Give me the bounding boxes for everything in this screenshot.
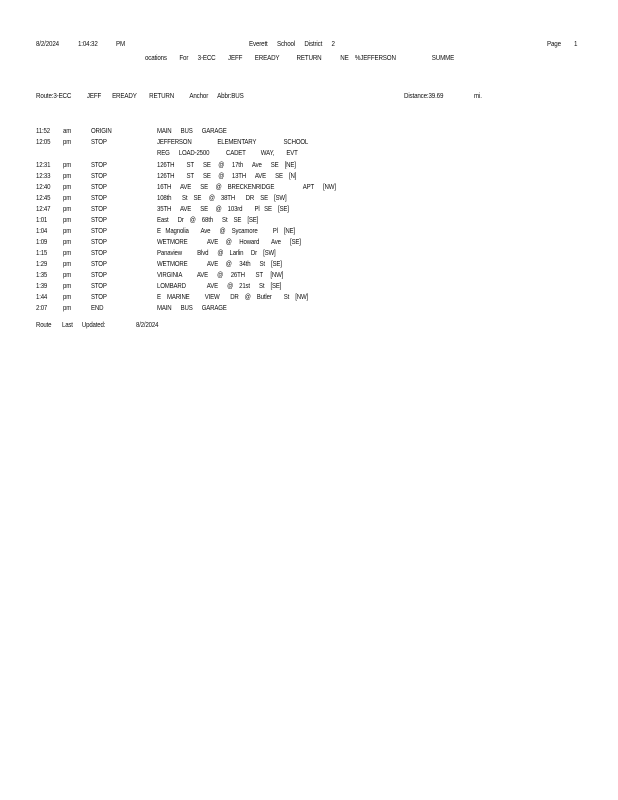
stop-type: STOP (91, 237, 107, 246)
last-updated-label: Route Last Updated: (36, 320, 106, 329)
stop-location: WETMORE AVE @ Howard Ave [SE] (157, 237, 301, 246)
stop-ampm: pm (63, 237, 72, 246)
stop-type: STOP (91, 160, 107, 169)
stop-time: 1:04 (36, 226, 48, 235)
stop-ampm: pm (63, 303, 72, 312)
stop-ampm: pm (63, 204, 72, 213)
stop-type: STOP (91, 182, 107, 191)
stop-time: 12:33 (36, 171, 51, 180)
report-date: 8/2/2024 (36, 39, 59, 48)
stop-location: 108th St SE @ 38TH DR SE [SW] (157, 193, 287, 202)
stop-time: 12:05 (36, 137, 51, 146)
stop-location: 126TH ST SE @ 17th Ave SE [NE] (157, 160, 296, 169)
stop-ampm: pm (63, 292, 72, 301)
stop-time: 2:07 (36, 303, 48, 312)
stop-location: 16TH AVE SE @ BRECKENRIDGE APT [NW] (157, 182, 336, 191)
page-number: 1 (574, 39, 578, 48)
stop-type: END (91, 303, 104, 312)
route-distance: Distance:39.69 (404, 91, 444, 100)
page-label: Page (547, 39, 561, 48)
last-updated-date: 8/2/2024 (136, 320, 159, 329)
stop-location: E MARINE VIEW DR @ Butler St [NW] (157, 292, 309, 301)
stop-location: MAIN BUS GARAGE (157, 303, 227, 312)
stop-location: 35TH AVE SE @ 103rd Pl SE [SE] (157, 204, 289, 213)
stop-location: REG LOAD-2500 CADET WAY, EVT (157, 148, 298, 157)
stop-time: 1:35 (36, 270, 48, 279)
stop-type: STOP (91, 259, 107, 268)
stop-ampm: pm (63, 270, 72, 279)
stop-time: 12:40 (36, 182, 51, 191)
stop-type: STOP (91, 171, 107, 180)
stop-time: 1:39 (36, 281, 48, 290)
stop-time: 1:09 (36, 237, 48, 246)
stop-ampm: pm (63, 171, 72, 180)
route-name: Route:3-ECC JEFF EREADY RETURN Anchor Abbr:BUS (36, 91, 244, 100)
report-ampm: PM (116, 39, 126, 48)
stop-location: WETMORE AVE @ 34th St [SE] (157, 259, 282, 268)
stop-ampm: pm (63, 248, 72, 257)
stop-ampm: pm (63, 137, 72, 146)
stop-time: 12:47 (36, 204, 51, 213)
stop-ampm: pm (63, 259, 72, 268)
stop-location: JEFFERSON ELEMENTARY SCHOOL (157, 137, 309, 146)
stop-time: 1:15 (36, 248, 48, 257)
stop-time: 11:52 (36, 126, 50, 135)
stop-ampm: pm (63, 160, 72, 169)
stop-location: Panaview Blvd @ Larlin Dr [SW] (157, 248, 276, 257)
stop-type: STOP (91, 270, 107, 279)
stop-time: 1:44 (36, 292, 48, 301)
stop-ampm: am (63, 126, 72, 135)
stop-type: STOP (91, 292, 107, 301)
stop-location: LOMBARD AVE @ 21st St [SE] (157, 281, 282, 290)
stop-time: 1:01 (36, 215, 48, 224)
stop-location: 126TH ST SE @ 13TH AVE SE [N] (157, 171, 297, 180)
stop-type: STOP (91, 193, 107, 202)
stop-type: STOP (91, 248, 107, 257)
stop-time: 12:45 (36, 193, 51, 202)
stop-ampm: pm (63, 182, 72, 191)
stop-ampm: pm (63, 281, 72, 290)
stop-type: STOP (91, 137, 107, 146)
stop-ampm: pm (63, 226, 72, 235)
stop-type: ORIGIN (91, 126, 112, 135)
stop-type: STOP (91, 204, 107, 213)
stop-ampm: pm (63, 215, 72, 224)
stop-type: STOP (91, 281, 107, 290)
stop-location: East Dr @ 68th St SE [SE] (157, 215, 259, 224)
stop-time: 12:31 (36, 160, 51, 169)
district-title: Everett School District 2 (249, 39, 335, 48)
stop-location: MAIN BUS GARAGE (157, 126, 227, 135)
distance-unit: mi. (474, 91, 482, 100)
stop-time: 1:29 (36, 259, 48, 268)
stop-type: STOP (91, 226, 107, 235)
stop-type: STOP (91, 215, 107, 224)
report-subtitle: ocations For 3-ECC JEFF EREADY RETURN NE %JEFFERSON SUMME (145, 53, 455, 62)
stop-location: E Magnolia Ave @ Sycamore Pl [NE] (157, 226, 296, 235)
report-time: 1:04:32 (78, 39, 98, 48)
stop-location: VIRGINIA AVE @ 26TH ST [NW] (157, 270, 284, 279)
stop-ampm: pm (63, 193, 72, 202)
